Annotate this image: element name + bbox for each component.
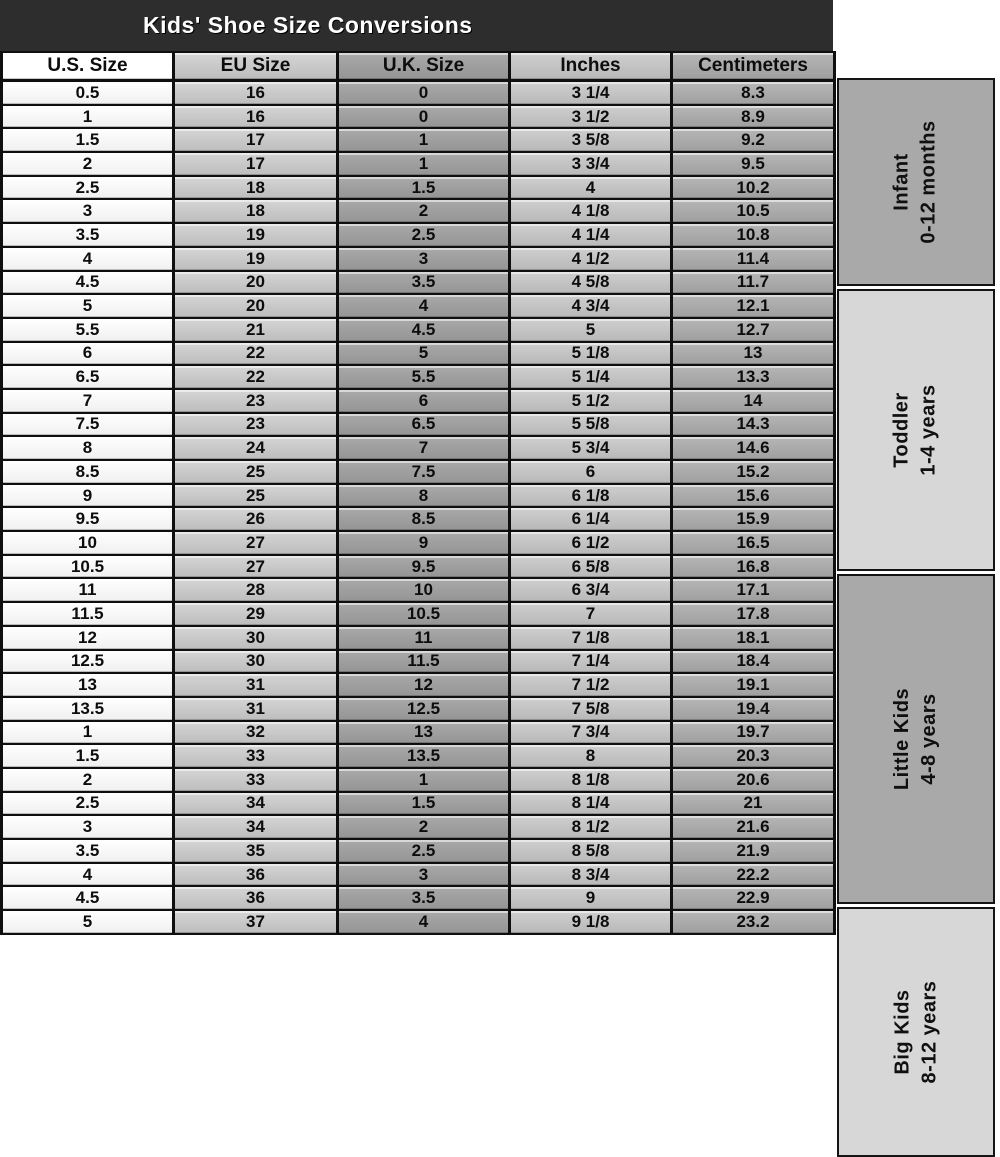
table-cell: 10 [338,578,510,602]
table-cell: 8 1/2 [510,815,672,839]
table-cell: 2.5 [2,792,174,816]
table-cell: 2.5 [2,176,174,200]
table-cell: 20 [174,294,338,318]
table-cell: 19.4 [672,697,835,721]
table-cell: 1 [338,152,510,176]
table-cell: 14.3 [672,413,835,437]
table-cell: 12 [338,673,510,697]
table-cell: 33 [174,744,338,768]
column-header-centimeters: Centimeters [672,52,835,81]
table-cell: 1 [338,128,510,152]
table-cell: 1.5 [338,176,510,200]
table-row [2,176,835,200]
table-row [2,744,835,768]
table-row [2,460,835,484]
table-cell: 7 [338,436,510,460]
table-cell: 13 [2,673,174,697]
table-cell: 21.6 [672,815,835,839]
table-cell: 4 [2,247,174,271]
table-cell: 9.5 [338,555,510,579]
table-row [2,247,835,271]
table-cell: 7.5 [338,460,510,484]
table-cell: 2 [2,768,174,792]
table-cell: 8.9 [672,105,835,129]
table-cell: 10.8 [672,223,835,247]
table-cell: 1 [338,768,510,792]
table-cell: 31 [174,697,338,721]
table-cell: 2 [338,815,510,839]
table-cell: 18.1 [672,626,835,650]
table-cell: 2 [2,152,174,176]
table-row [2,507,835,531]
table-row [2,389,835,413]
table-cell: 10 [2,531,174,555]
table-cell: 33 [174,768,338,792]
table-row [2,626,835,650]
table-cell: 12 [2,626,174,650]
table-cell: 13.5 [2,697,174,721]
table-cell: 5 1/2 [510,389,672,413]
table-row [2,484,835,508]
table-cell: 2.5 [338,839,510,863]
table-cell: 11.7 [672,271,835,295]
table-cell: 31 [174,673,338,697]
table-cell: 4 3/4 [510,294,672,318]
table-cell: 6 1/2 [510,531,672,555]
table-row [2,839,835,863]
table-cell: 1 [2,721,174,745]
table-row [2,152,835,176]
table-cell: 11.5 [2,602,174,626]
table-cell: 6 5/8 [510,555,672,579]
size-conversion-table [0,51,836,935]
table-cell: 7 3/4 [510,721,672,745]
table-cell: 3 [338,863,510,887]
table-cell: 3 [2,815,174,839]
table-row [2,413,835,437]
table-cell: 1 [2,105,174,129]
table-cell: 17 [174,128,338,152]
table-cell: 7 1/8 [510,626,672,650]
table-cell: 11.4 [672,247,835,271]
table-cell: 9 [2,484,174,508]
table-cell: 17.8 [672,602,835,626]
table-cell: 7 [510,602,672,626]
table-cell: 30 [174,626,338,650]
table-cell: 7 [2,389,174,413]
table-cell: 5 [510,318,672,342]
table-cell: 7 5/8 [510,697,672,721]
table-cell: 6.5 [2,365,174,389]
table-cell: 9.5 [2,507,174,531]
age-group-big-kids-label: Big Kids 8-12 years [891,980,940,1084]
table-row [2,673,835,697]
table-cell: 14 [672,389,835,413]
table-cell: 4 [510,176,672,200]
table-cell: 5.5 [338,365,510,389]
table-cell: 18 [174,176,338,200]
table-cell: 4 [338,910,510,934]
table-cell: 7.5 [2,413,174,437]
table-row [2,271,835,295]
table-cell: 4 5/8 [510,271,672,295]
table-cell: 5 [2,910,174,934]
table-cell: 15.9 [672,507,835,531]
table-cell: 13 [672,342,835,366]
table-row [2,531,835,555]
age-group-infant [837,78,995,286]
table-cell: 13 [338,721,510,745]
table-cell: 36 [174,886,338,910]
table-cell: 6 1/4 [510,507,672,531]
page-title: Kids' Shoe Size Conversions [143,12,473,38]
table-cell: 12.7 [672,318,835,342]
table-cell: 22.9 [672,886,835,910]
table-cell: 4.5 [2,886,174,910]
table-cell: 3.5 [338,886,510,910]
table-cell: 1.5 [2,128,174,152]
table-cell: 5 1/4 [510,365,672,389]
table-row [2,128,835,152]
table-cell: 18.4 [672,650,835,674]
table-cell: 4 [338,294,510,318]
table-row [2,105,835,129]
table-cell: 4.5 [2,271,174,295]
table-cell: 8 [338,484,510,508]
table-cell: 7 1/4 [510,650,672,674]
table-cell: 19 [174,223,338,247]
table-cell: 22 [174,342,338,366]
table-cell: 3 3/4 [510,152,672,176]
table-cell: 20.6 [672,768,835,792]
column-header-uk-size: U.K. Size [338,52,510,81]
table-cell: 6 3/4 [510,578,672,602]
table-cell: 16.8 [672,555,835,579]
table-cell: 8.5 [2,460,174,484]
table-cell: 25 [174,460,338,484]
age-group-infant-label: Infant 0-12 months [891,120,940,244]
table-cell: 23 [174,389,338,413]
table-cell: 3 1/4 [510,81,672,105]
table-cell: 0 [338,81,510,105]
table-cell: 3.5 [2,223,174,247]
table-row [2,342,835,366]
table-row [2,768,835,792]
table-cell: 9 1/8 [510,910,672,934]
table-cell: 6 [338,389,510,413]
table-cell: 3.5 [2,839,174,863]
table-cell: 4 1/8 [510,199,672,223]
age-group-toddler [837,289,995,571]
table-cell: 19 [174,247,338,271]
table-cell: 0 [338,105,510,129]
table-cell: 6.5 [338,413,510,437]
table-cell: 34 [174,815,338,839]
table-cell: 8 1/8 [510,768,672,792]
column-header-us-size: U.S. Size [2,52,174,81]
table-row [2,294,835,318]
table-row [2,365,835,389]
table-row [2,815,835,839]
table-cell: 6 [510,460,672,484]
age-group-little-kids [837,574,995,904]
table-cell: 37 [174,910,338,934]
table-cell: 8.3 [672,81,835,105]
table-cell: 6 1/8 [510,484,672,508]
table-cell: 9 [338,531,510,555]
table-cell: 4 1/4 [510,223,672,247]
table-row [2,602,835,626]
table-cell: 25 [174,484,338,508]
table-cell: 18 [174,199,338,223]
table-cell: 2.5 [338,223,510,247]
table-cell: 10.5 [338,602,510,626]
table-cell: 11 [2,578,174,602]
table-cell: 5 1/8 [510,342,672,366]
table-cell: 12.5 [338,697,510,721]
age-group-big-kids [837,907,995,1157]
table-cell: 14.6 [672,436,835,460]
table-cell: 1.5 [338,792,510,816]
table-cell: 1.5 [2,744,174,768]
table-cell: 10.5 [2,555,174,579]
table-cell: 29 [174,602,338,626]
table-cell: 3 1/2 [510,105,672,129]
table-row [2,436,835,460]
table-cell: 15.6 [672,484,835,508]
table-cell: 16.5 [672,531,835,555]
table-row [2,863,835,887]
table-cell: 8 1/4 [510,792,672,816]
column-header-eu-size: EU Size [174,52,338,81]
table-cell: 15.2 [672,460,835,484]
table-cell: 17 [174,152,338,176]
table-cell: 9 [510,886,672,910]
table-row [2,223,835,247]
table-cell: 5 3/4 [510,436,672,460]
table-cell: 3 5/8 [510,128,672,152]
table-cell: 8 3/4 [510,863,672,887]
table-cell: 4 [2,863,174,887]
table-cell: 16 [174,81,338,105]
table-cell: 4.5 [338,318,510,342]
table-cell: 35 [174,839,338,863]
table-cell: 21 [672,792,835,816]
table-cell: 5 5/8 [510,413,672,437]
table-cell: 26 [174,507,338,531]
table-cell: 12.1 [672,294,835,318]
table-cell: 34 [174,792,338,816]
header-row [2,52,835,81]
table-cell: 7 1/2 [510,673,672,697]
table-cell: 27 [174,531,338,555]
table-row [2,886,835,910]
table-cell: 24 [174,436,338,460]
table-cell: 8 [510,744,672,768]
age-group-toddler-label: Toddler 1-4 years [891,384,940,476]
table-cell: 9.2 [672,128,835,152]
table-cell: 3 [338,247,510,271]
table-row [2,697,835,721]
table-cell: 27 [174,555,338,579]
table-cell: 10.5 [672,199,835,223]
table-cell: 11.5 [338,650,510,674]
table-row [2,578,835,602]
table-row [2,721,835,745]
table-row [2,910,835,934]
table-cell: 21.9 [672,839,835,863]
table-row [2,199,835,223]
table-cell: 21 [174,318,338,342]
table-cell: 23.2 [672,910,835,934]
table-row [2,318,835,342]
table-cell: 2 [338,199,510,223]
table-row [2,792,835,816]
table-cell: 36 [174,863,338,887]
table-cell: 12.5 [2,650,174,674]
table-cell: 5.5 [2,318,174,342]
table-row [2,650,835,674]
table-cell: 6 [2,342,174,366]
column-header-inches: Inches [510,52,672,81]
table-cell: 8 [2,436,174,460]
table-row [2,555,835,579]
table-cell: 4 1/2 [510,247,672,271]
table-cell: 9.5 [672,152,835,176]
table-cell: 5 [338,342,510,366]
table-cell: 3 [2,199,174,223]
table-cell: 3.5 [338,271,510,295]
table-cell: 13.5 [338,744,510,768]
table-cell: 13.3 [672,365,835,389]
table-cell: 28 [174,578,338,602]
table-cell: 23 [174,413,338,437]
table-cell: 30 [174,650,338,674]
table-row [2,81,835,105]
table-cell: 17.1 [672,578,835,602]
table-cell: 32 [174,721,338,745]
table-cell: 19.1 [672,673,835,697]
table-cell: 22.2 [672,863,835,887]
age-group-little-kids-label: Little Kids 4-8 years [890,687,940,791]
table-cell: 20.3 [672,744,835,768]
table-cell: 20 [174,271,338,295]
table-cell: 19.7 [672,721,835,745]
table-cell: 10.2 [672,176,835,200]
title-bar [0,0,833,51]
table-cell: 22 [174,365,338,389]
table-cell: 8.5 [338,507,510,531]
table-cell: 16 [174,105,338,129]
table-cell: 8 5/8 [510,839,672,863]
table-cell: 11 [338,626,510,650]
table-cell: 0.5 [2,81,174,105]
table-cell: 5 [2,294,174,318]
